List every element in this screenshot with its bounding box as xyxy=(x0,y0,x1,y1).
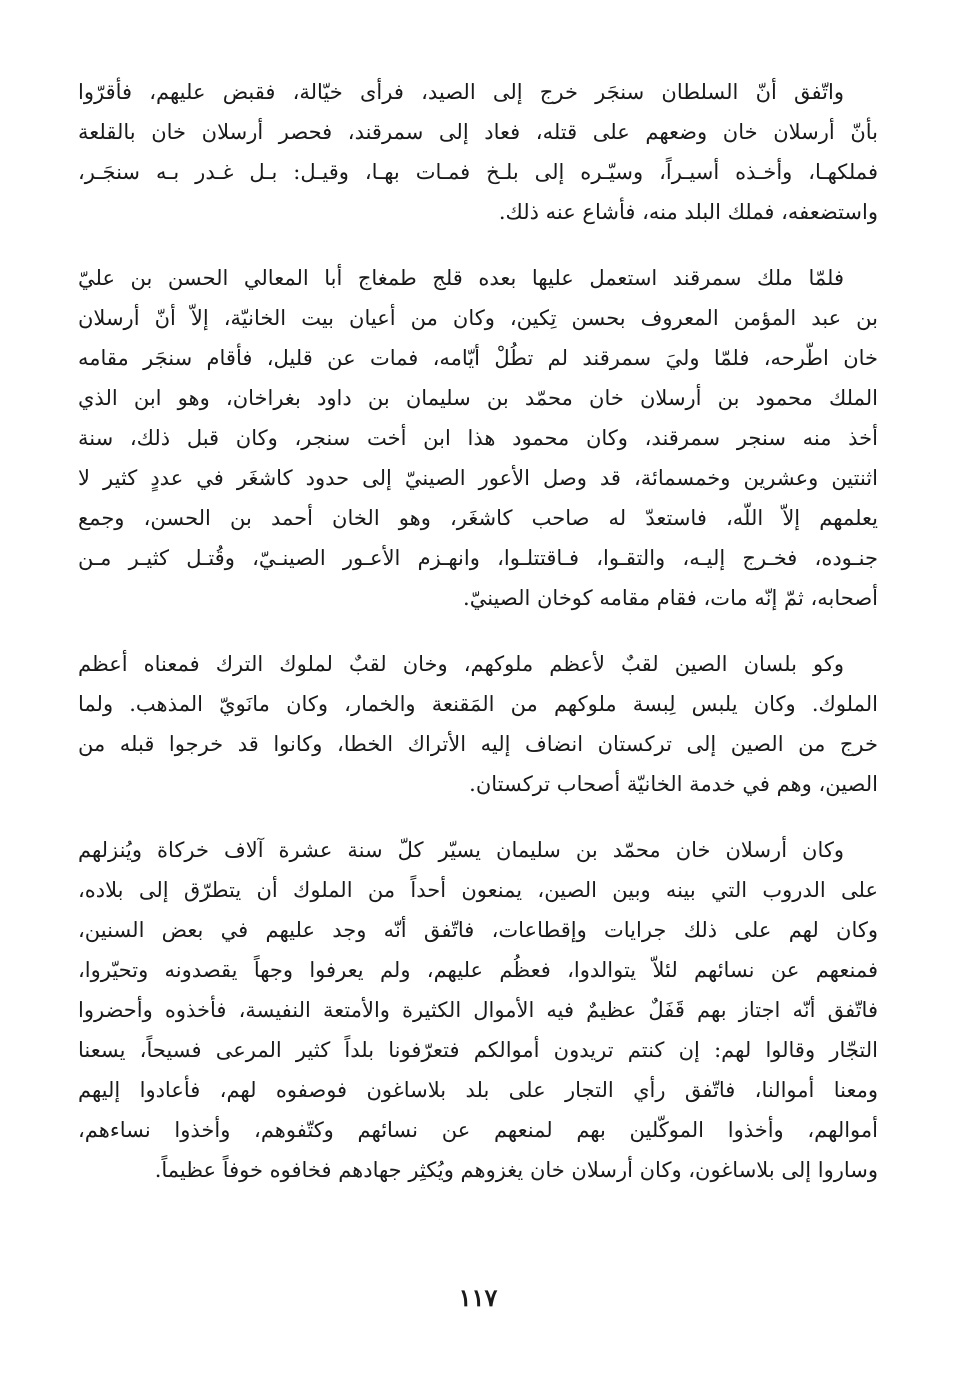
paragraph-4 xyxy=(78,830,878,1190)
text-line: جنـوده، فخـرج إليـه، والتقـوا، فـاقتتلـوا، وانهـزم الأعـور الصينـيّ، وقُتـل كثيـر مـن xyxy=(78,546,878,570)
text-line: فاتّفق أنّه اجتاز بهم قَفَلٌ عظيمٌ فيه الأموال الكثيرة والأمتعة النفيسة، فأخذوه وأحضروا xyxy=(78,998,878,1022)
text-line: خرج من الصين إلى تركستان انضاف إليه الأتراك الخطا، وكانوا قد خرجوا قبله من xyxy=(78,732,878,756)
text-line: التجّار وقالوا لهم: إن كنتم تريدون أموالكم فتعرّفونا بلداً كثير المرعى فسيحاً، يسعنا xyxy=(78,1038,878,1062)
text-line: فمنعهم عن نسائهم لئلاّ يتوالدوا، فعظُم عليهم، ولم يعرفوا وجهاً يقصدونه وتحيّروا، xyxy=(78,958,878,982)
text-line: واتّفق أنّ السلطان سنجَر خرج إلى الصيد، فرأى خيّالة، فقبض عليهم، فأقرّوا xyxy=(78,80,844,104)
text-line: وكو بلسان الصين لقبٌ لأعظم ملوكهم، وخان لقبٌ لملوك الترك فمعناه أعظم xyxy=(78,652,844,676)
text-line: الصين، وهم في خدمة الخانيّة أصحاب تركستان. xyxy=(469,772,878,796)
text-line: أصحابه، ثمّ إنّه مات، فقام مقامه كوخان الصينيّ. xyxy=(463,586,878,610)
text-line: الملك محمود بن أرسلان خان محمّد بن سليمان بن داود بغراخان، وهو ابن الذي xyxy=(78,386,878,410)
text-line: أخذ منه سنجر سمرقند، وكان محمود هذا ابن أخت سنجر، وكان قبل ذلك، سنة xyxy=(78,426,878,450)
text-line: أموالهم، وأخذوا الموكّلين بهم لمنعهم عن نسائهم وكتّفوهم، وأخذوا نساءهم، xyxy=(78,1118,878,1142)
text-line: على الدروب التي بينه وبين الصين، يمنعون أحداً من الملوك أن يتطرّق إلى بلاده، xyxy=(78,878,878,902)
text-line: وساروا إلى بلاساغون، وكان أرسلان خان يغزوهم ويُكثِر جهادهم فخافوه خوفاً عظيماً. xyxy=(154,1158,878,1182)
text-line: بأنّ أرسلان خان وضعهم على قتله، فعاد إلى سمرقند، فحصر أرسلان خان بالقلعة xyxy=(78,120,878,144)
text-line: خان اطّرحه، فلمّا وليَ سمرقند لم تطُلْ أيّامه، فمات عن قليل، فأقام سنجَر مقامه xyxy=(78,346,878,370)
text-line: وكان أرسلان خان محمّد بن سليمان يسيّر كلّ سنة عشرة آلاف خركاة ويُنزلهم xyxy=(78,838,844,862)
page-body xyxy=(78,72,878,1216)
text-line: الملوك. وكان يلبس لِبسة ملوكهم من المَقنعة والخمار، وكان مانَويّ المذهب. ولما xyxy=(78,692,878,716)
text-line: واستضعفه، فملك البلد منه، فأشاع عنه ذلك. xyxy=(498,200,878,224)
text-line: فملكهـا، وأخـذه أسيـراً، وسيّـره إلى بلـخ فمـات بهـا، وقيـل: بـل غـدر بـه سنجَـر، xyxy=(78,160,878,184)
text-line: وكان لهم على ذلك جرايات وإقطاعات، فاتّفق أنّه وجد عليهم في بعض السنين، xyxy=(78,918,878,942)
page-number: ١١٧ xyxy=(458,1283,498,1312)
paragraph-3 xyxy=(78,644,878,804)
text-line: ومعنا أموالنا، فاتّفق رأي التجار على بلد بلاساغون فوصفوه لهم، فأعادوا إليهم xyxy=(78,1078,878,1102)
paragraph-2 xyxy=(78,258,878,618)
text-line: بن عبد المؤمن المعروف بحسن تِكين، وكان من أعيان بيت الخانيّة، إلاّ أنّ أرسلان xyxy=(78,306,878,330)
paragraph-1 xyxy=(78,72,878,232)
text-line: فلمّا ملك سمرقند استعمل عليها بعده قلج طمغاج أبا المعالي الحسن بن عليّ xyxy=(78,266,844,290)
text-line: يعلمهم إلاّ اللّه، فاستعدّ له صاحب كاشغَر، وهو الخان أحمد بن الحسن، وجمع xyxy=(78,506,878,530)
text-line: اثنتين وعشرين وخمسمائة، قد وصل الأعور الصينيّ إلى حدود كاشغَر في عددٍ كثير لا xyxy=(78,466,878,490)
